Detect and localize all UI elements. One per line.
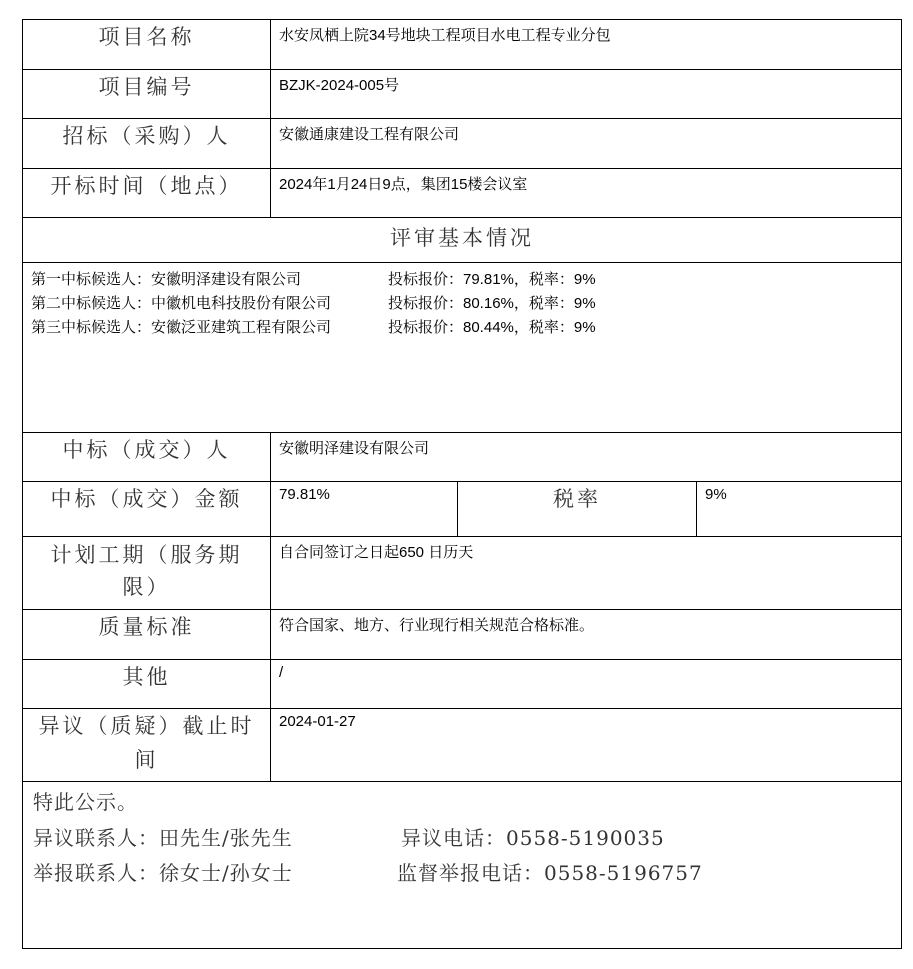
notice-block [23, 782, 901, 948]
tax-label: 税率 [553, 487, 601, 511]
row-project-name [23, 20, 901, 70]
period-value: 自合同签订之日起650 日历天 [279, 544, 474, 561]
row-candidates [23, 263, 901, 433]
notice-line1: 特此公示。 [33, 790, 138, 814]
report-contact: 举报联系人：徐女士/孙女士 [33, 861, 293, 885]
other-label: 其他 [23, 660, 271, 708]
candidate-2-bid: 投标报价：80.16%，税率：9% [388, 295, 596, 312]
winner-label: 中标（成交）人 [23, 433, 271, 481]
project-name-label: 项目名称 [23, 20, 271, 69]
other-value: / [279, 664, 284, 681]
objection-phone: 异议电话：0558-5190035 [401, 826, 665, 850]
row-amount [23, 482, 901, 537]
quality-label: 质量标准 [23, 610, 271, 659]
deadline-label-line1: 异议（质疑）截止时 [38, 714, 255, 738]
amount-value: 79.81% [279, 486, 330, 503]
deadline-label-line2: 间 [134, 748, 159, 772]
period-label [23, 537, 271, 609]
period-label-line1: 计划工期（服务期 [50, 543, 243, 567]
deadline-label [23, 709, 271, 781]
winner-value: 安徽明泽建设有限公司 [279, 440, 430, 457]
candidate-1-name: 第一中标候选人：安徽明泽建设有限公司 [31, 271, 302, 288]
row-review-title [23, 218, 901, 263]
project-code-value: BZJK-2024-005号 [279, 77, 400, 94]
row-period [23, 537, 901, 610]
opening-time-value: 2024年1月24日9点，集团15楼会议室 [279, 176, 528, 193]
row-quality [23, 610, 901, 660]
period-label-line2: 限） [122, 575, 171, 599]
candidate-3-bid: 投标报价：80.44%，税率：9% [388, 319, 596, 336]
row-winner [23, 433, 901, 482]
deadline-value: 2024-01-27 [279, 713, 356, 730]
report-phone: 监督举报电话：0558-5196757 [397, 861, 703, 885]
tenderer-value: 安徽通康建设工程有限公司 [279, 126, 460, 143]
tax-label-cell [457, 482, 697, 536]
project-name-value: 水安凤栖上院34号地块工程项目水电工程专业分包 [279, 27, 611, 44]
opening-time-label: 开标时间（地点） [23, 169, 271, 217]
row-other [23, 660, 901, 709]
row-deadline [23, 709, 901, 782]
row-opening-time [23, 169, 901, 218]
project-code-label: 项目编号 [23, 70, 271, 118]
announcement-table [22, 19, 902, 949]
candidate-2-name: 第二中标候选人：中徽机电科技股份有限公司 [31, 295, 332, 312]
review-title: 评审基本情况 [390, 226, 534, 250]
amount-label: 中标（成交）金额 [23, 482, 271, 536]
candidate-1-bid: 投标报价：79.81%，税率：9% [388, 271, 596, 288]
tax-value: 9% [705, 486, 727, 503]
tenderer-label: 招标（采购）人 [23, 119, 271, 168]
row-tenderer [23, 119, 901, 169]
row-project-code [23, 70, 901, 119]
objection-contact: 异议联系人：田先生/张先生 [33, 826, 293, 850]
candidate-3-name: 第三中标候选人：安徽泛亚建筑工程有限公司 [31, 319, 332, 336]
quality-value: 符合国家、地方、行业现行相关规范合格标准。 [279, 617, 595, 634]
